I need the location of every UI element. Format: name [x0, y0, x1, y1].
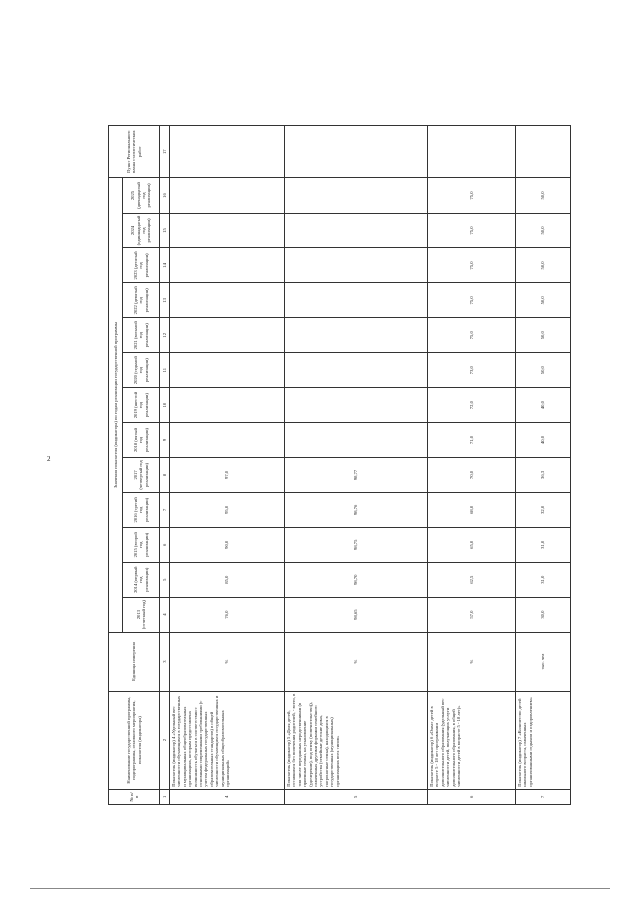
header-year: 2018 (пятый год реализации) [123, 423, 160, 458]
row-no: 4 [170, 789, 285, 804]
column-number: 7 [160, 492, 170, 527]
indicator-value [285, 388, 428, 423]
row-report [170, 126, 285, 178]
indicator-value: 90,0 [170, 527, 285, 562]
header-year: 2019 (шестой год реализации) [123, 388, 160, 423]
column-number: 13 [160, 283, 170, 318]
indicator-value: 85,0 [170, 562, 285, 597]
header-year: 2020 (седьмой год реализации) [123, 353, 160, 388]
row-report [285, 126, 428, 178]
indicator-value [285, 423, 428, 458]
column-number: 15 [160, 213, 170, 248]
indicator-value: 50,0 [516, 178, 571, 213]
row-unit: % [285, 632, 428, 691]
rotated-table-container [108, 125, 627, 805]
column-number: 17 [160, 126, 170, 178]
indicator-value: 62,5 [428, 562, 516, 597]
header-no: № п/п [109, 789, 160, 804]
indicator-value [170, 213, 285, 248]
header-name: Наименование государственной программы, подпрограммы, основного мероприятия, показателя (индикатора) [109, 691, 160, 789]
page-number: 2 [47, 455, 51, 463]
table-row [170, 126, 285, 805]
indicator-name: Показатель (индикатор) 6 «Охват детей в возрасте 5 - 18 лет программами дополнительного образования (удельный вес численности детей, получающих услуги дополнительного образования, в общей численности детей в возрасте 5 - 18 лет)» [428, 691, 516, 789]
header-year: 2013 (отчетный год) [123, 597, 160, 632]
row-no: 5 [285, 789, 428, 804]
indicator-value [285, 213, 428, 248]
header-year: 2022 (девятый год реализации) [123, 283, 160, 318]
column-number: 14 [160, 248, 170, 283]
column-number: 9 [160, 423, 170, 458]
header-year: 2015 (второй год реализации) [123, 527, 160, 562]
column-number: 4 [160, 597, 170, 632]
column-number: 11 [160, 353, 170, 388]
indicator-value: 31,0 [516, 527, 571, 562]
indicator-value: 32,0 [516, 492, 571, 527]
indicator-value: 71,0 [428, 423, 516, 458]
indicator-value: 30,0 [516, 597, 571, 632]
column-number: 12 [160, 318, 170, 353]
indicator-value: 75,0 [428, 213, 516, 248]
row-no: 7 [516, 789, 571, 804]
indicator-value: 50,0 [516, 248, 571, 283]
row-report [428, 126, 516, 178]
indicator-value: 50,0 [516, 353, 571, 388]
header-year: 2016 (третий год реализации) [123, 492, 160, 527]
row-unit: тыс. чел [516, 632, 571, 691]
indicator-value: 40,0 [516, 388, 571, 423]
column-number: 8 [160, 457, 170, 492]
indicator-value [285, 283, 428, 318]
indicator-value [170, 353, 285, 388]
indicator-value: 72,0 [428, 388, 516, 423]
indicator-value: 76,0 [170, 597, 285, 632]
table-row [516, 126, 571, 805]
indicator-name: Показатель (индикатор) 7 «Количество детей школьного возраста, охваченных организованными отдыхом и оздоровлением» [516, 691, 571, 789]
column-number: 3 [160, 632, 170, 691]
table-row [285, 126, 428, 805]
row-no: 6 [428, 789, 516, 804]
indicator-value [170, 388, 285, 423]
header-group: Значения показателя (индикатора) по годам реализации государственной программы [109, 178, 123, 632]
indicator-value: 68,0 [428, 492, 516, 527]
indicator-value [170, 248, 285, 283]
indicator-value [285, 353, 428, 388]
row-report [516, 126, 571, 178]
column-number: 10 [160, 388, 170, 423]
row-unit: % [428, 632, 516, 691]
header-year: 2014 (первый год реализации) [123, 562, 160, 597]
header-report: Пункт Регионального плана статистических работ [109, 126, 160, 178]
bottom-rule [30, 888, 610, 889]
indicator-value: 75,0 [428, 248, 516, 283]
indicator-value: 98,75 [285, 527, 428, 562]
indicator-value: 98,70 [285, 562, 428, 597]
header-year: 2021 (восьмой год реализации) [123, 318, 160, 353]
indicator-value [170, 318, 285, 353]
row-unit: % [170, 632, 285, 691]
header-year: 2025 (двенадцатый год реализации) [123, 178, 160, 213]
header-year: 2023 (десятый год реализации) [123, 248, 160, 283]
indicator-value [170, 178, 285, 213]
indicator-value [170, 423, 285, 458]
header-unit: Единица измерения [109, 632, 160, 691]
column-number: 2 [160, 691, 170, 789]
column-number: 6 [160, 527, 170, 562]
indicator-value: 65,0 [428, 527, 516, 562]
indicators-table [108, 125, 571, 805]
indicator-value: 73,0 [428, 353, 516, 388]
indicator-value: 50,0 [516, 283, 571, 318]
indicator-value: 97,0 [170, 457, 285, 492]
indicator-value: 75,0 [428, 178, 516, 213]
indicator-value: 50,0 [516, 213, 571, 248]
indicator-name: Показатель (индикатор) 5 «Доля детей, оставшихся без попечения родителей, - всего, в том числе переданных неродственникам (в приемные семьи, на усыновление (удочерение), под опеку (попечительство)), охваченных другими формами семейного устройства (семейные детские дома, патронатные семьи), находящихся в государственных (муниципальных) организациях всех типов» [285, 691, 428, 789]
indicator-value: 40,0 [516, 423, 571, 458]
header-year: 2017 (четвертый год реализации) [123, 457, 160, 492]
indicator-value [285, 318, 428, 353]
indicator-value: 95,0 [170, 492, 285, 527]
header-year: 2024 (одиннадцатый год реализации) [123, 213, 160, 248]
column-number: 5 [160, 562, 170, 597]
indicator-value: 70,0 [428, 457, 516, 492]
indicator-value [170, 283, 285, 318]
indicator-value [285, 178, 428, 213]
indicator-name: Показатель (индикатор) 4 «Удельный вес численности обучающихся в государственных и муниципальных общеобразовательных организациях, которым предоставлена возможность обучаться в соответствии с основными современными требованиями (с учетом федеральных государственных образовательных стандартов) в общей численности обучающихся государственных и муниципальных общеобразовательных организаций» [170, 691, 285, 789]
indicator-value: 98,65 [285, 597, 428, 632]
indicator-value: 36,3 [516, 457, 571, 492]
indicator-value: 75,0 [428, 318, 516, 353]
indicator-value: 50,0 [516, 318, 571, 353]
column-number: 1 [160, 789, 170, 804]
indicator-value: 98,77 [285, 457, 428, 492]
indicator-value: 98,76 [285, 492, 428, 527]
indicator-value [285, 248, 428, 283]
indicator-value: 75,0 [428, 283, 516, 318]
indicator-value: 57,0 [428, 597, 516, 632]
indicator-value: 31,0 [516, 562, 571, 597]
table-row [428, 126, 516, 805]
column-number: 16 [160, 178, 170, 213]
